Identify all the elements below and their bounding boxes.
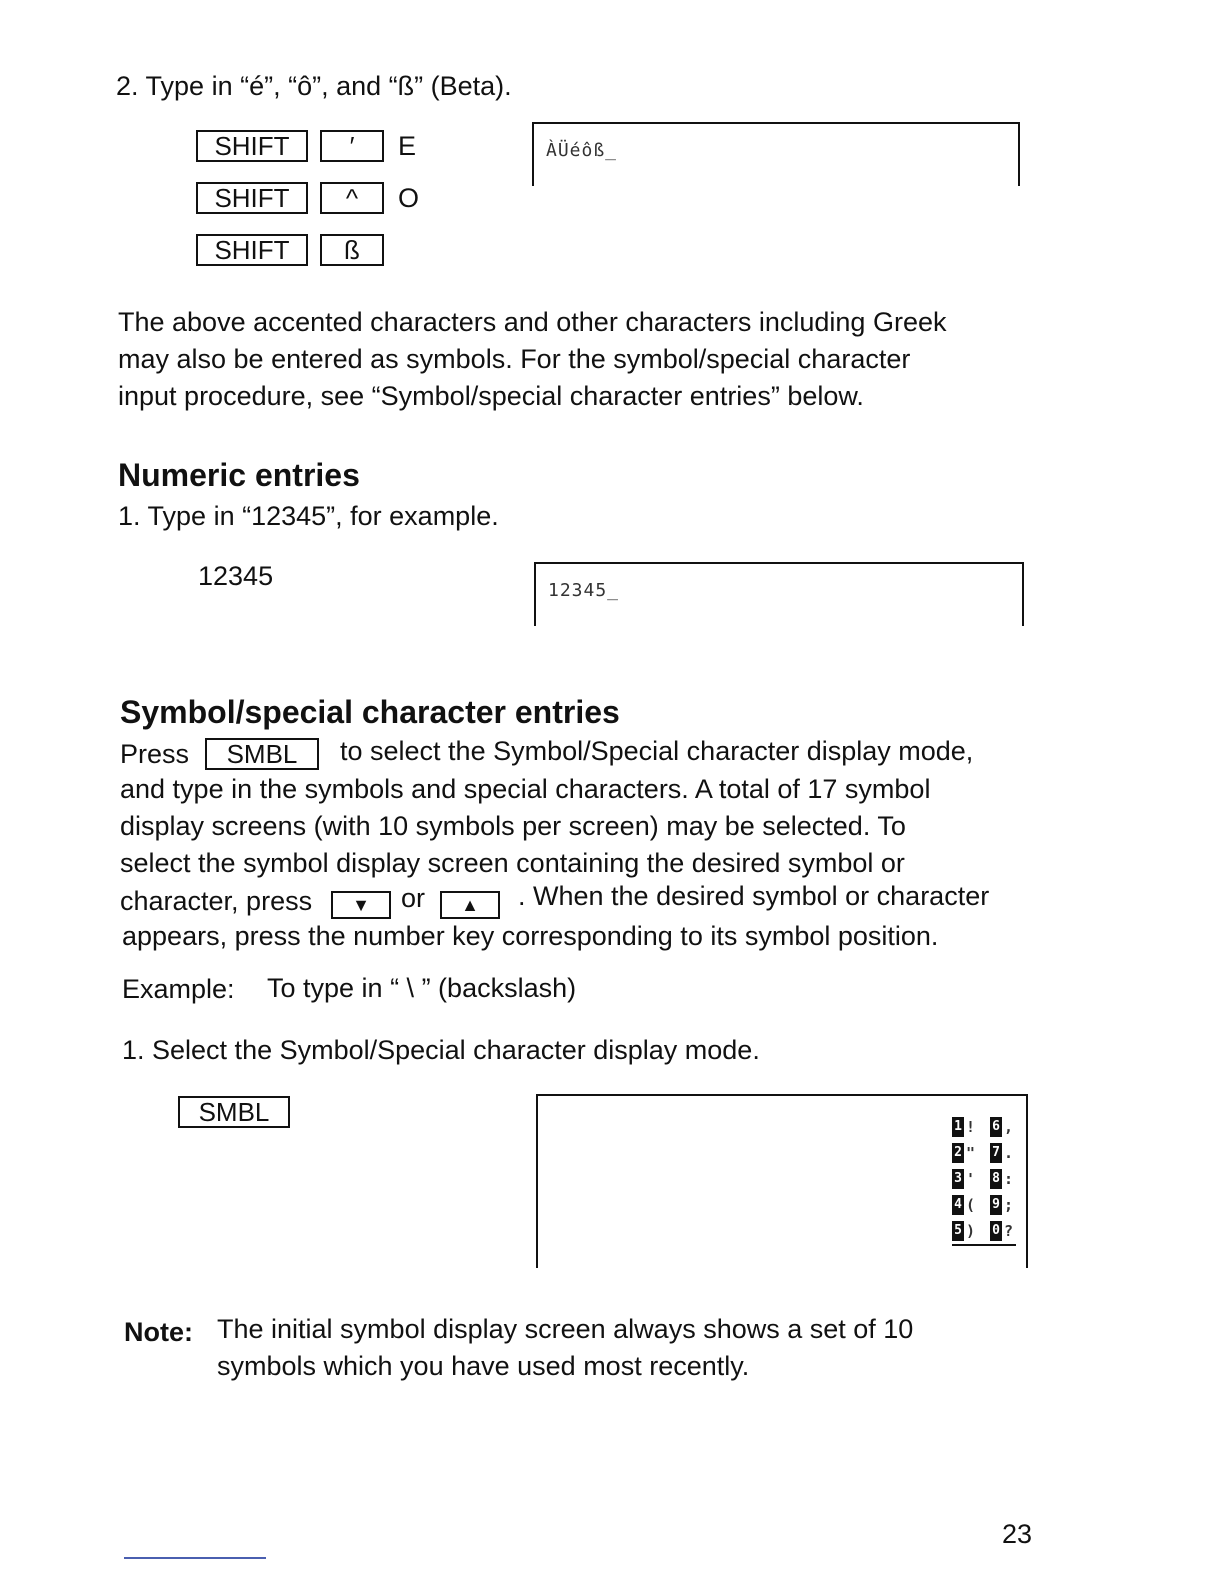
symbol-line: display screens (with 10 symbols per screen) may be selected. To	[120, 811, 906, 841]
page-number: 23	[1002, 1519, 1033, 1549]
symbol-char: !	[966, 1118, 976, 1136]
symbol-number: 4	[952, 1195, 964, 1215]
smbl-key: SMBL	[205, 738, 319, 770]
symbol-char: :	[1004, 1170, 1014, 1188]
symbol-char: )	[966, 1222, 976, 1240]
example-text: To type in “ \ ” (backslash)	[267, 973, 577, 1003]
symbol-number: 3	[952, 1169, 964, 1189]
accent-key: ′	[320, 130, 384, 162]
symbol-number: 9	[990, 1195, 1002, 1215]
symbol-grid-row	[952, 1114, 1016, 1140]
symbol-line-1: to select the Symbol/Special character display mode,	[340, 736, 974, 766]
note-line: symbols which you have used most recently.	[217, 1351, 750, 1381]
display-accented	[532, 122, 1020, 186]
symbol-line-5-start: character, press	[120, 886, 313, 916]
paragraph-line: The above accented characters and other characters including Greek	[118, 307, 947, 337]
shift-key: SHIFT	[196, 234, 308, 266]
symbol-grid	[952, 1114, 1016, 1246]
symbol-char: ;	[1004, 1196, 1014, 1214]
note-label: Note:	[124, 1317, 193, 1347]
note-line: The initial symbol display screen always shows a set of 10	[217, 1314, 914, 1344]
display-numeric-text: 12345_	[548, 580, 620, 601]
footer-rule	[124, 1557, 266, 1559]
symbol-char: ?	[1004, 1222, 1014, 1240]
beta-key: ß	[320, 234, 384, 266]
or-text: or	[401, 883, 426, 913]
symbol-line-5-end: . When the desired symbol or character	[518, 881, 990, 911]
letter-e: E	[398, 131, 417, 161]
symbol-grid-row	[952, 1166, 1016, 1192]
paragraph-line: may also be entered as symbols. For the symbol/special character	[118, 344, 911, 374]
paragraph-line: input procedure, see “Symbol/special character entries” below.	[118, 381, 864, 411]
numeric-input: 12345	[198, 561, 274, 591]
display-symbol-screen	[536, 1094, 1028, 1268]
letter-o: O	[398, 183, 420, 213]
symbol-grid-row	[952, 1192, 1016, 1218]
symbol-char: (	[966, 1196, 976, 1214]
symbol-number: 1	[952, 1117, 964, 1137]
symbol-number: 0	[990, 1221, 1002, 1241]
symbol-grid-row	[952, 1140, 1016, 1166]
symbol-number: 5	[952, 1221, 964, 1241]
symbol-grid-row	[952, 1218, 1016, 1244]
shift-key: SHIFT	[196, 130, 308, 162]
symbol-char: "	[966, 1144, 976, 1162]
circumflex-key: ^	[320, 182, 384, 214]
symbol-line: select the symbol display screen containing the desired symbol or	[120, 848, 905, 878]
symbol-char: '	[966, 1170, 976, 1188]
numeric-step: 1. Type in “12345”, for example.	[118, 501, 499, 531]
symbol-number: 8	[990, 1169, 1002, 1189]
symbol-line: and type in the symbols and special characters. A total of 17 symbol	[120, 774, 931, 804]
step-2-instruction: 2. Type in “é”, “ô”, and “ß” (Beta).	[116, 71, 512, 101]
shift-key: SHIFT	[196, 182, 308, 214]
display-accented-text: ÀÜéôß_	[546, 140, 618, 161]
symbol-heading: Symbol/special character entries	[120, 694, 620, 730]
symbol-line-6: appears, press the number key corresponding to its symbol position.	[122, 921, 939, 951]
symbol-press-text: Press	[120, 739, 190, 769]
down-arrow-key: ▼	[331, 891, 391, 919]
symbol-step: 1. Select the Symbol/Special character display mode.	[122, 1035, 760, 1065]
example-label: Example:	[122, 974, 235, 1004]
symbol-number: 2	[952, 1143, 964, 1163]
smbl-key: SMBL	[178, 1096, 290, 1128]
up-arrow-key: ▲	[440, 891, 500, 919]
numeric-heading: Numeric entries	[118, 457, 360, 493]
symbol-number: 7	[990, 1143, 1002, 1163]
symbol-char: ,	[1004, 1118, 1014, 1136]
display-numeric	[534, 562, 1024, 626]
symbol-number: 6	[990, 1117, 1002, 1137]
symbol-char: .	[1004, 1144, 1014, 1162]
